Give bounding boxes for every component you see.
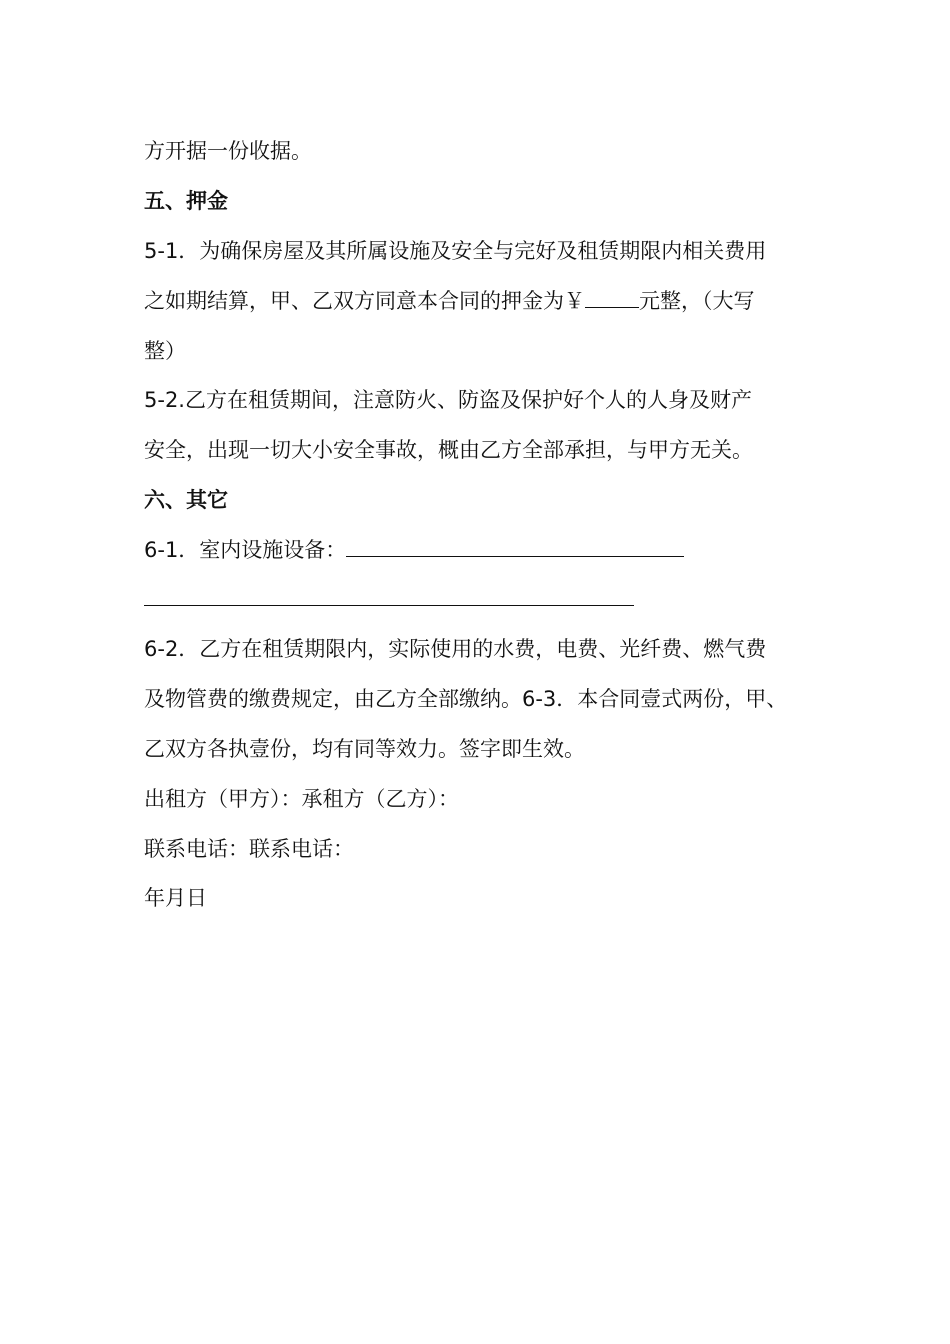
contact-phone-line: 联系电话：联系电话： [144,837,354,861]
clause-6-1-line [144,536,684,564]
clause-5-1-line-1: 5-1．为确保房屋及其所属设施及安全与完好及租赁期限内相关费用 [144,239,767,263]
clause-6-2-line-3: 乙双方各执壹份，均有同等效力。签字即生效。 [144,737,585,761]
facilities-blank-line-2 [144,605,634,606]
clause-6-2-line-1: 6-2．乙方在租赁期限内，实际使用的水费，电费、光纤费、燃气费 [144,637,767,661]
clause-5-1-line-2 [144,287,755,315]
clause-5-1-text-after-amount: 元整，（大写 [639,289,755,313]
section-heading-deposit: 五、押金 [144,189,228,213]
facilities-blank [346,536,684,557]
section-heading-other: 六、其它 [144,488,228,512]
parties-signature-line: 出租方（甲方）：承租方（乙方）： [144,787,459,811]
deposit-amount-blank [585,287,639,308]
clause-6-2-line-2: 及物管费的缴费规定，由乙方全部缴纳。6-3．本合同壹式两份，甲、 [144,687,788,711]
clause-5-1-text-before-amount: 之如期结算，甲、乙双方同意本合同的押金为￥ [144,289,585,313]
clause-5-2-line-1: 5-2.乙方在租赁期间，注意防火、防盗及保护好个人的人身及财产 [144,388,752,412]
clause-6-1-label: 6-1．室内设施设备： [144,538,347,562]
paragraph-line: 方开据一份收据。 [144,139,312,163]
clause-5-2-line-2: 安全，出现一切大小安全事故，概由乙方全部承担，与甲方无关。 [144,438,753,462]
clause-5-1-line-3: 整） [144,339,186,363]
date-line: 年月日 [144,886,207,910]
